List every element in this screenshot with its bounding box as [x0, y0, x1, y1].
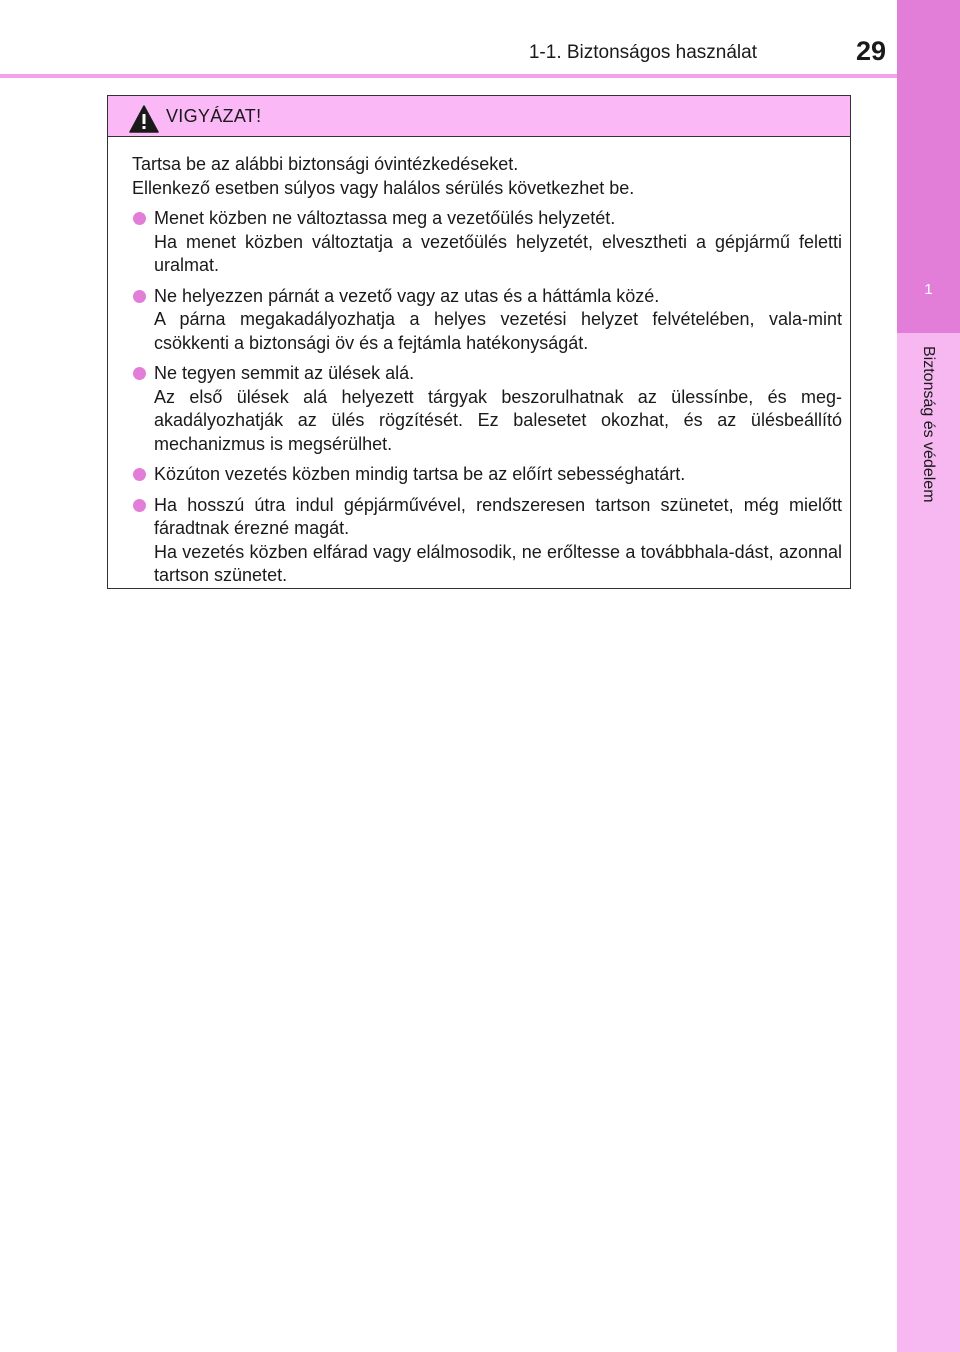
intro-line: Tartsa be az alábbi biztonsági óvintézkedéseket.: [132, 154, 519, 174]
caution-title: VIGYÁZAT!: [166, 106, 262, 126]
caution-item: [132, 463, 842, 487]
bullet-dot-icon: [133, 499, 146, 512]
caution-box: [107, 95, 851, 589]
caution-item: [132, 362, 842, 456]
item-lead: Közúton vezetés közben mindig tartsa be az előírt sebességhatárt.: [154, 464, 686, 484]
chapter-side-tab: [897, 0, 960, 1352]
item-detail: Ha menet közben változtatja a vezetőülés helyzetét, elvesztheti a gépjármű feletti uralmat.: [154, 231, 842, 275]
bullet-dot-icon: [133, 367, 146, 380]
item-lead: Ne helyezzen párnát a vezető vagy az utas és a háttámla közé.: [154, 285, 660, 306]
page-number: 29: [855, 36, 886, 66]
caution-item: [132, 285, 842, 356]
warning-triangle-icon: [129, 105, 159, 133]
item-lead: Ne tegyen semmit az ülések alá.: [154, 363, 415, 383]
header-divider: [0, 74, 897, 78]
bullet-dot-icon: [133, 290, 146, 303]
active-chapter-tab: [897, 0, 960, 333]
item-lead: Menet közben ne változtassa meg a vezetőülés helyzetét.: [154, 208, 616, 228]
item-lead: Ha hosszú útra indul gépjárművével, rendszeresen tartson szünetet, még mielőtt fáradtnak érezné magát.: [154, 494, 842, 538]
item-detail: Az első ülések alá helyezett tárgyak beszorulhatnak az ülessínbe, és meg-akadályozhatják az ülés rögzítését. Ez balesetet okozhat, és az ülésbeállító mechanizmus is megsérülhet.: [154, 386, 842, 454]
caution-intro: [132, 153, 842, 200]
intro-line: Ellenkező esetben súlyos vagy halálos sérülés következhet be.: [132, 177, 635, 198]
item-detail: A párna megakadályozhatja a helyes vezetési helyzet felvételében, vala-mint csökkenti a biztonsági öv és a fejtámla hatékonyságát.: [154, 309, 842, 353]
caution-item: [132, 207, 842, 278]
chapter-number: 1: [924, 281, 933, 298]
bullet-dot-icon: [133, 212, 146, 225]
caution-header: [108, 96, 850, 137]
item-detail: Ha vezetés közben elfárad vagy elálmosodik, ne erőltesse a továbbhala-dást, azonnal tartson szünetet.: [154, 541, 842, 585]
bullet-dot-icon: [133, 468, 146, 481]
caution-item: [132, 494, 842, 588]
chapter-title: Biztonság és védelem: [920, 346, 937, 503]
caution-body: [132, 153, 842, 588]
section-title: 1-1. Biztonságos használat: [528, 42, 757, 63]
